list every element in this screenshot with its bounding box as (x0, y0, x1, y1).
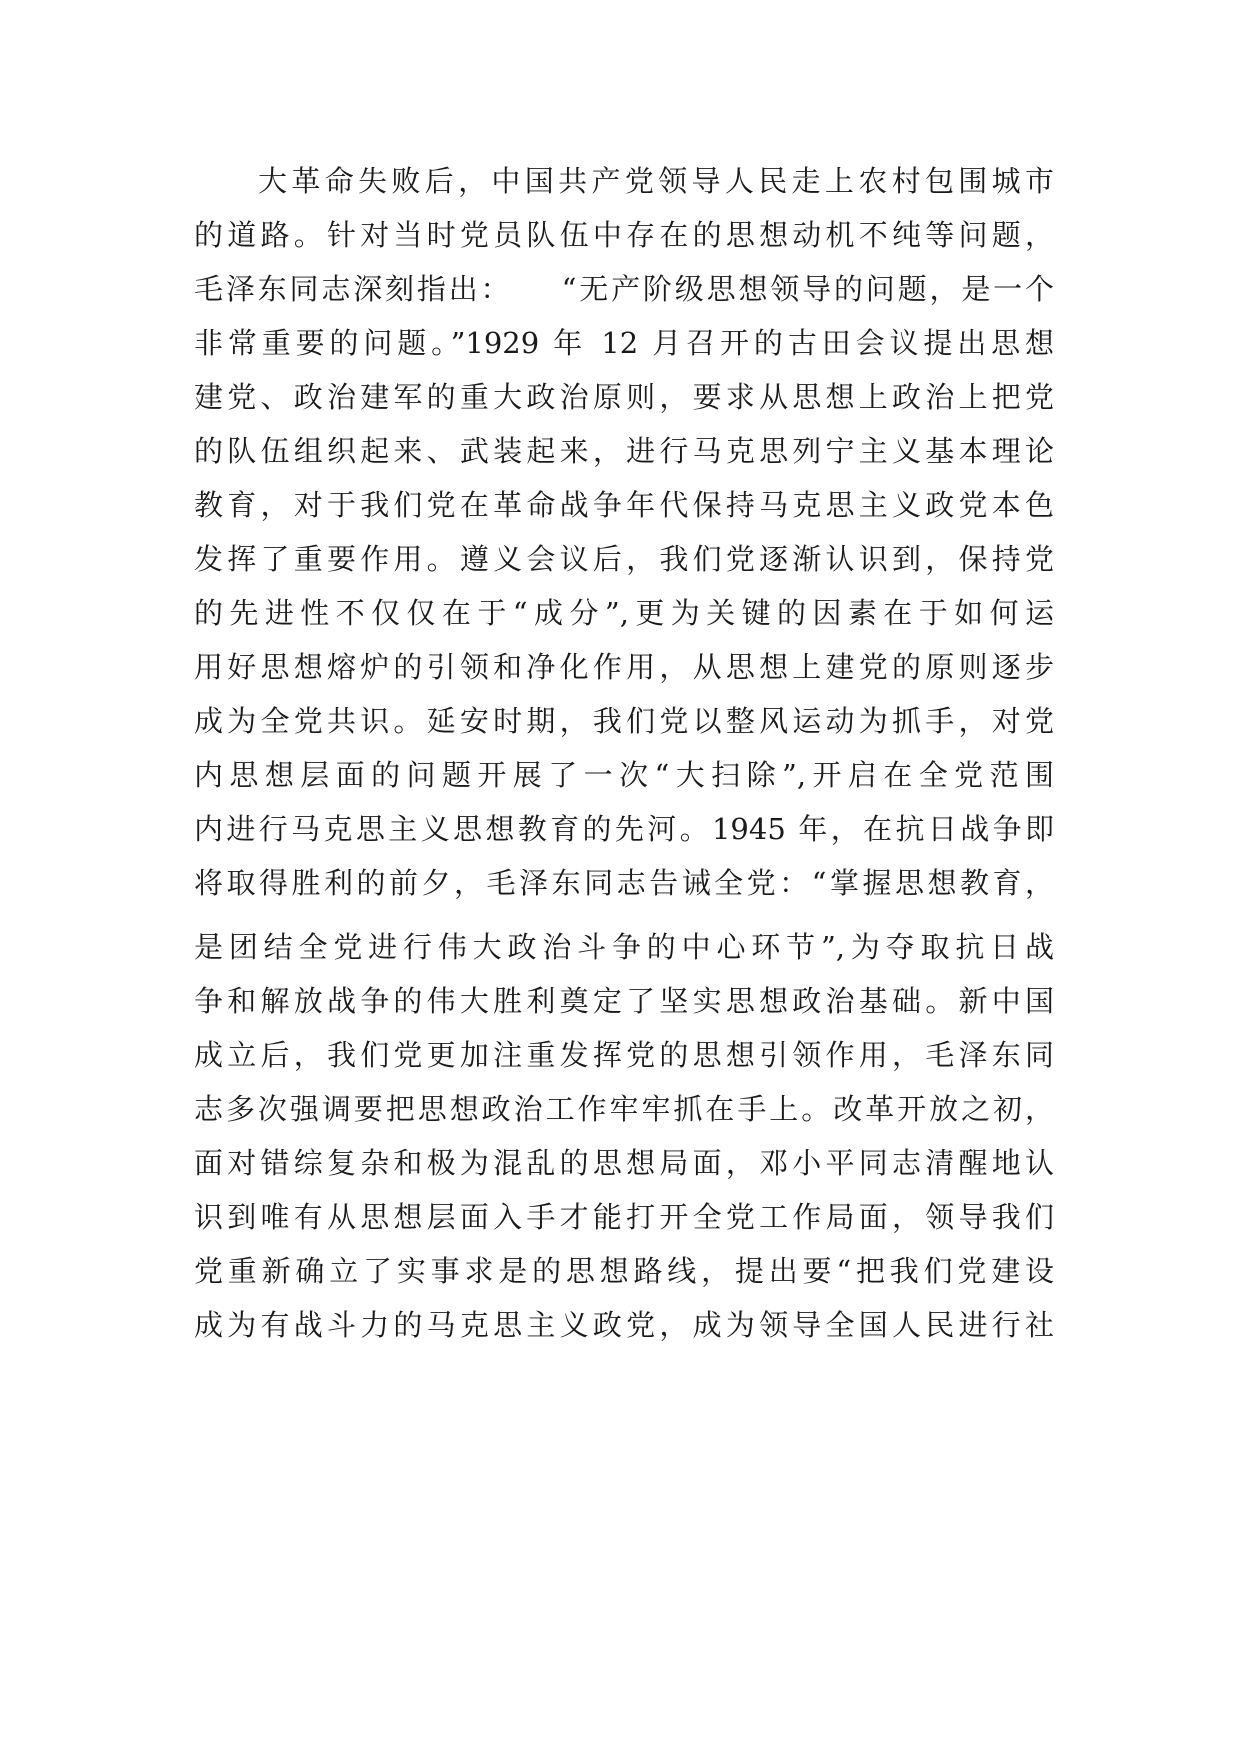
paragraph-line-12: 内思想层面的问题开展了一次“大扫除”,开启在全党范围 (194, 759, 1054, 791)
paragraph-line-3: 毛泽东同志深刻指出： “无产阶级思想领导的问题，是一个 (194, 273, 1054, 305)
paragraph-line-22: 成为有战斗力的马克思主义政党，成为领导全国人民进行社 (194, 1309, 1054, 1341)
paragraph-line-10: 用好思想熔炉的引领和净化作用，从思想上建党的原则逐步 (194, 651, 1054, 683)
paragraph-line-1: 大革命失败后，中国共产党领导人民走上农村包围城市 (258, 165, 1054, 197)
paragraph-line-14: 将取得胜利的前夕，毛泽东同志告诫全党：“掌握思想教育， (194, 867, 1054, 899)
paragraph-line-7: 教育，对于我们党在革命战争年代保持马克思主义政党本色 (194, 489, 1054, 521)
paragraph-line-20: 识到唯有从思想层面入手才能打开全党工作局面，领导我们 (194, 1201, 1054, 1233)
paragraph-line-5: 建党、政治建军的重大政治原则，要求从思想上政治上把党 (194, 381, 1054, 413)
paragraph-line-9: 的先进性不仅仅在于“成分”,更为关键的因素在于如何运 (194, 597, 1054, 629)
paragraph-line-15: 是团结全党进行伟大政治斗争的中心环节”,为夺取抗日战 (194, 931, 1054, 963)
paragraph-line-4: 非常重要的问题。”1929 年 12 月召开的古田会议提出思想 (194, 327, 1054, 359)
paragraph-line-11: 成为全党共识。延安时期，我们党以整风运动为抓手，对党 (194, 705, 1054, 737)
body-paragraph (194, 165, 1054, 1341)
paragraph-line-17: 成立后，我们党更加注重发挥党的思想引领作用，毛泽东同 (194, 1039, 1054, 1071)
paragraph-line-8: 发挥了重要作用。遵义会议后，我们党逐渐认识到，保持党 (194, 543, 1054, 575)
paragraph-line-18: 志多次强调要把思想政治工作牢牢抓在手上。改革开放之初， (194, 1093, 1054, 1125)
paragraph-line-19: 面对错综复杂和极为混乱的思想局面，邓小平同志清醒地认 (194, 1147, 1054, 1179)
paragraph-line-6: 的队伍组织起来、武装起来，进行马克思列宁主义基本理论 (194, 435, 1054, 467)
paragraph-line-2: 的道路。针对当时党员队伍中存在的思想动机不纯等问题， (194, 219, 1054, 251)
paragraph-line-16: 争和解放战争的伟大胜利奠定了坚实思想政治基础。新中国 (194, 985, 1054, 1017)
paragraph-line-13: 内进行马克思主义思想教育的先河。1945 年，在抗日战争即 (194, 813, 1054, 845)
paragraph-line-21: 党重新确立了实事求是的思想路线，提出要“把我们党建设 (194, 1255, 1054, 1287)
